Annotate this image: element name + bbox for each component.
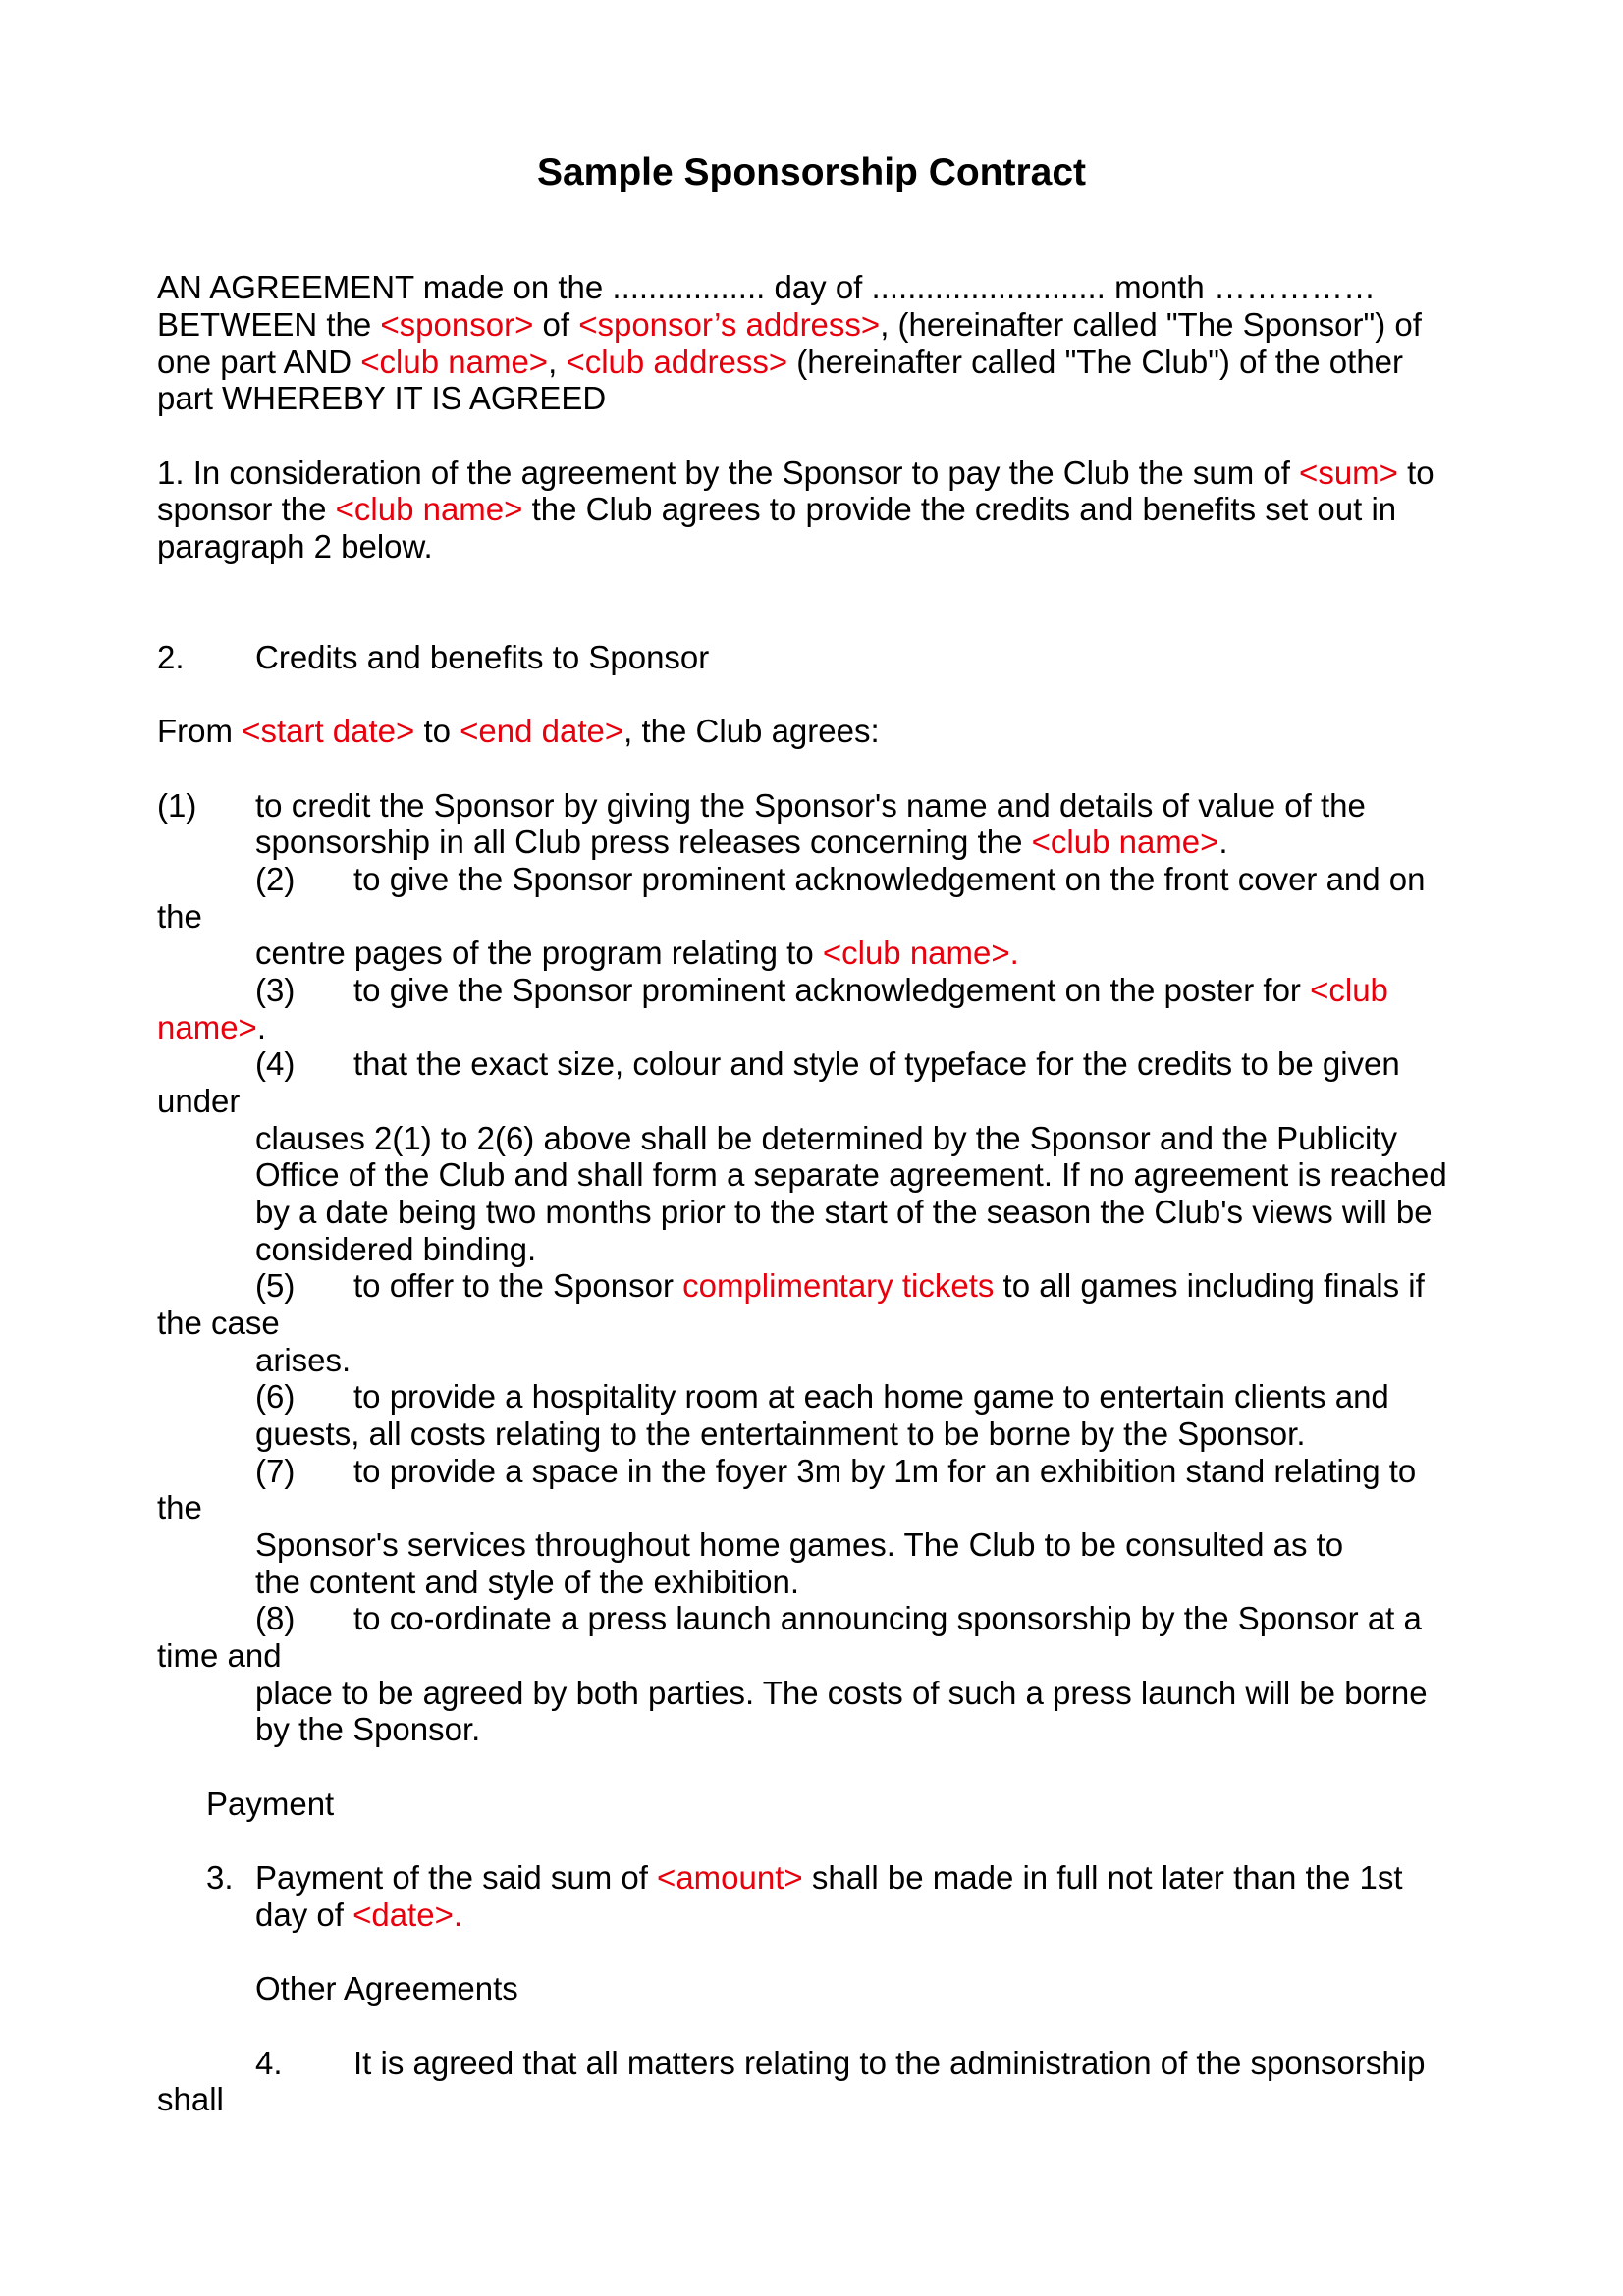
clause-2-number: 2.: [157, 639, 185, 675]
item-4-line-6: considered binding.: [255, 1231, 537, 1267]
preamble-line-4: part WHEREBY IT IS AGREED: [157, 380, 607, 416]
preamble-line-3: [157, 344, 1403, 381]
clause-3-line-2: [255, 1896, 462, 1934]
club-placeholder-end: name>: [157, 1009, 257, 1045]
club-name-placeholder: <club name>: [335, 491, 523, 527]
item-8-line-4: by the Sponsor.: [255, 1711, 481, 1747]
text: Payment of the said sum of: [255, 1859, 658, 1896]
complimentary-tickets-placeholder: complimentary tickets: [682, 1267, 995, 1304]
item-7-line-4: the content and style of the exhibition.: [255, 1564, 800, 1600]
payment-heading: Payment: [206, 1786, 335, 1822]
item-2-line-3: [255, 934, 1019, 972]
amount-placeholder: <amount>: [657, 1859, 803, 1896]
club-name-placeholder: <club name>.: [822, 934, 1019, 971]
item-1-line-1: to credit the Sponsor by giving the Sponsor's name and details of value of the: [255, 787, 1366, 824]
item-5-line-2: the case: [157, 1305, 280, 1341]
item-6-line-1: to provide a hospitality room at each home game to entertain clients and: [353, 1378, 1389, 1415]
text: , the Club agrees:: [623, 713, 880, 749]
clause-2-from-line: [157, 713, 880, 750]
clause-3-line-1: [255, 1859, 1403, 1896]
item-1-line-2: [255, 824, 1228, 861]
item-4-line-4: Office of the Club and shall form a separate agreement. If no agreement is reached: [255, 1156, 1447, 1193]
item-2-line-2: the: [157, 898, 202, 934]
item-1-number: (1): [157, 787, 197, 824]
item-4-line-5: by a date being two months prior to the start of the season the Club's views will be: [255, 1194, 1433, 1230]
item-3-line-1: [353, 972, 1388, 1009]
item-3-number: (3): [255, 972, 296, 1008]
club-name-placeholder: <club name>: [360, 344, 549, 380]
club-placeholder-start: <club: [1310, 972, 1388, 1008]
item-8-line-1: to co-ordinate a press launch announcing sponsorship by the Sponsor at a: [353, 1600, 1422, 1636]
clause-2-heading: Credits and benefits to Sponsor: [255, 639, 710, 675]
sum-placeholder: <sum>: [1299, 454, 1398, 491]
end-date-placeholder: <end date>: [460, 713, 624, 749]
text: 1. In consideration of the agreement by the Sponsor to pay the Club the sum of: [157, 454, 1300, 491]
text: BETWEEN the: [157, 306, 381, 343]
preamble-line-2: [157, 306, 1422, 344]
item-7-number: (7): [255, 1453, 296, 1489]
item-6-number: (6): [255, 1378, 296, 1415]
text: day of: [255, 1896, 353, 1933]
item-3-line-2: [157, 1009, 266, 1046]
sponsor-address-placeholder: <sponsor’s address>: [578, 306, 881, 343]
clause-1-line-3: paragraph 2 below.: [157, 528, 433, 564]
text: (hereinafter called "The Club") of the other: [787, 344, 1404, 380]
start-date-placeholder: <start date>: [242, 713, 415, 749]
text: to offer to the Sponsor: [353, 1267, 683, 1304]
item-4-line-2: under: [157, 1083, 241, 1119]
text: one part AND: [157, 344, 361, 380]
clause-1-line-1: [157, 454, 1434, 492]
sponsor-placeholder: <sponsor>: [380, 306, 534, 343]
item-7-line-2: the: [157, 1489, 202, 1525]
text: .: [256, 1009, 266, 1045]
item-7-line-1: to provide a space in the foyer 3m by 1m for an exhibition stand relating to: [353, 1453, 1417, 1489]
item-4-number: (4): [255, 1045, 296, 1082]
item-8-line-3: place to be agreed by both parties. The costs of such a press launch will be borne: [255, 1675, 1428, 1711]
item-6-line-2: guests, all costs relating to the entertainment to be borne by the Sponsor.: [255, 1415, 1306, 1452]
date-placeholder: <date>.: [352, 1896, 463, 1933]
text: the Club agrees to provide the credits and benefits set out in: [522, 491, 1397, 527]
text: From: [157, 713, 243, 749]
item-5-line-1: [353, 1267, 1425, 1305]
other-agreements-heading: Other Agreements: [255, 1970, 518, 2006]
item-4-line-3: clauses 2(1) to 2(6) above shall be determined by the Sponsor and the Publicity: [255, 1120, 1398, 1156]
text: sponsorship in all Club press releases concerning the: [255, 824, 1032, 860]
text: to all games including finals if: [994, 1267, 1425, 1304]
item-2-number: (2): [255, 861, 296, 897]
text: .: [1218, 824, 1228, 860]
text: of: [533, 306, 579, 343]
text: centre pages of the program relating to: [255, 934, 823, 971]
item-2-line-1: to give the Sponsor prominent acknowledgement on the front cover and on: [353, 861, 1426, 897]
club-address-placeholder: <club address>: [566, 344, 788, 380]
clause-4-number: 4.: [255, 2045, 283, 2081]
preamble-line-1: AN AGREEMENT made on the ................. day of .......................... month ……………: [157, 269, 1376, 305]
text: ,: [548, 344, 567, 380]
item-5-line-3: arises.: [255, 1342, 352, 1378]
clause-4-line-2: shall: [157, 2081, 224, 2117]
clause-3-number: 3.: [206, 1859, 234, 1896]
text: sponsor the: [157, 491, 336, 527]
item-8-number: (8): [255, 1600, 296, 1636]
item-4-line-1: that the exact size, colour and style of typeface for the credits to be given: [353, 1045, 1400, 1082]
item-7-line-3: Sponsor's services throughout home games. The Club to be consulted as to: [255, 1526, 1344, 1563]
text: , (hereinafter called "The Sponsor") of: [880, 306, 1422, 343]
clause-1-line-2: [157, 491, 1396, 528]
document-title: Sample Sponsorship Contract: [536, 151, 1087, 193]
item-5-number: (5): [255, 1267, 296, 1304]
item-8-line-2: time and: [157, 1637, 282, 1674]
text: to give the Sponsor prominent acknowledgement on the poster for: [353, 972, 1311, 1008]
text: to: [414, 713, 460, 749]
text: to: [1397, 454, 1434, 491]
clause-4-line-1: It is agreed that all matters relating to the administration of the sponsorship: [353, 2045, 1426, 2081]
text: shall be made in full not later than the 1st: [802, 1859, 1403, 1896]
club-name-placeholder: <club name>: [1031, 824, 1219, 860]
